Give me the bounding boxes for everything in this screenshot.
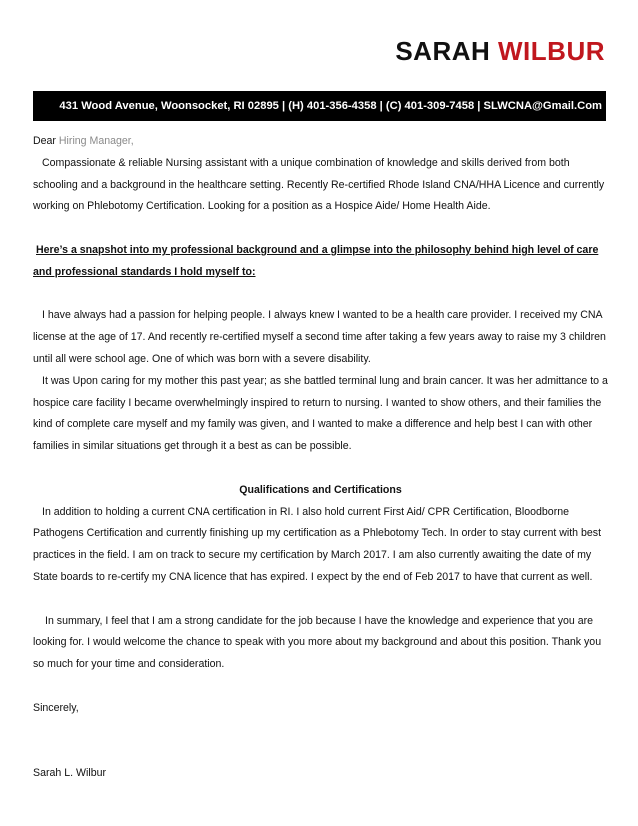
passion-paragraph: I have always had a passion for helping people. I always knew I wanted to be a health care provider. I received my CNA license at the age of 17. And recently re-certified myself a second time after taking a few years away to raise my 3 children until all were school age. One of which was born with a severe disability. [33, 309, 606, 365]
contact-bar [33, 91, 606, 121]
closing: Sincerely, [33, 701, 79, 714]
mother-paragraph: It was Upon caring for my mother this past year; as she battled terminal lung and brain cancer. It was her admittance to a hospice care facility I became overwhelmingly inspired to return to nursing. I wanted to show others, and their families the kind of complete care myself and my family was given, and I wanted to make a difference and help best I can with other families in similar situations get through it a best as can be possible. [33, 374, 608, 453]
qualifications-paragraph: In addition to holding a current CNA certification in RI. I also hold current First Aid/ CPR Certification, Bloodborne Pathogens Certification and currently finishing up my certification as a Phlebotomy Tech. In order to stay current with best practices in the field. I am on track to secure my certification by March 2017. I am also currently awaiting the date of my State boards to re-certify my CNA licence that has expired. I expect by the end of Feb 2017 to have that current as well. [33, 505, 602, 583]
salutation-role: Hiring Manager, [58, 135, 134, 147]
applicant-name [395, 36, 605, 67]
qualifications-heading: Qualifications and Certifications [239, 483, 402, 496]
salutation-prefix: Dear [33, 135, 59, 147]
intro-paragraph: Compassionate & reliable Nursing assistant with a unique combination of knowledge and skills derived from both schooling and a background in the healthcare setting. Recently Re-certified Rhode Island CNA/HHA Licence and currently working on Phlebotomy Certification. Looking for a position as a Hospice Aide/ Home Health Aide. [33, 156, 605, 213]
signature: Sarah L. Wilbur [33, 767, 107, 780]
salutation [33, 131, 608, 153]
last-name: WILBUR [498, 36, 605, 66]
snapshot-heading: Here’s a snapshot into my professional background and a glimpse into the philosophy behind high level of care and professional standards I hold myself to: [33, 243, 599, 278]
contact-info: 431 Wood Avenue, Woonsocket, RI 02895 | (H) 401-356-4358 | (C) 401-309-7458 | SLWCNA@Gmail.Com [59, 100, 602, 112]
summary-paragraph: In summary, I feel that I am a strong candidate for the job because I have the knowledge and experience that you are looking for. I would welcome the chance to speak with you more about my background and about this position. Thank you so much for your time and consideration. [33, 614, 602, 671]
letter-body [33, 131, 608, 785]
first-name: SARAH [395, 36, 491, 66]
